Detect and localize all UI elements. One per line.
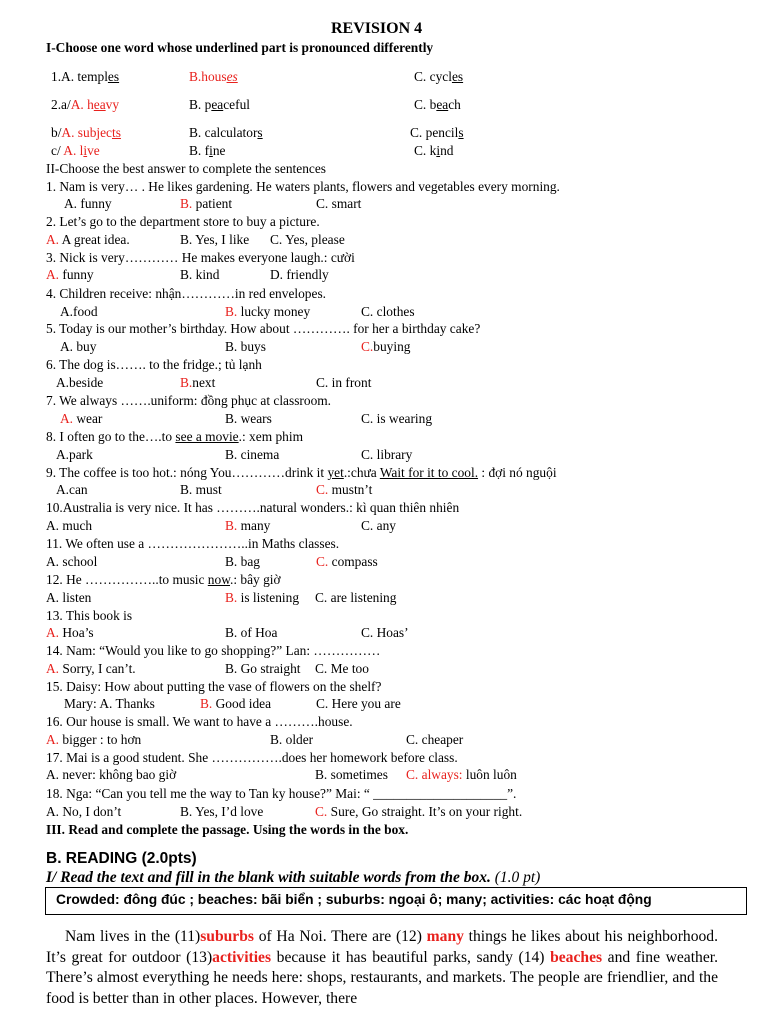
q13-answer-b: B. of Hoa xyxy=(225,625,278,640)
q1-option-c: C. cycles xyxy=(414,69,464,84)
question-3: 3. Nick is very………… He makes everyone laugh.: cười xyxy=(46,250,355,265)
q15-answer-a: Mary: A. Thanks xyxy=(64,696,155,711)
question-4: 4. Children receive: nhận…………in red envelopes. xyxy=(46,286,327,301)
q3-option-c: C. pencils xyxy=(410,125,464,140)
word-box-text: Crowded: đông đúc ; beaches: bãi biển ; suburbs: ngoại ô; many; activities: các hoạt động xyxy=(56,892,652,907)
question-8: 8. I often go to the….to see a movie.: xem phim xyxy=(46,429,303,444)
q2-option-b: B. peaceful xyxy=(189,97,250,112)
word-box xyxy=(45,887,747,915)
q1-option-a: 1.A. temples xyxy=(51,69,120,84)
q4-answer-b: B. lucky money xyxy=(225,304,311,319)
q14-answer-c: C. Me too xyxy=(315,661,369,676)
q4-option-b: B. fine xyxy=(189,143,226,158)
question-11: 11. We often use a …………………..in Maths classes. xyxy=(46,536,340,551)
q9-answer-c: C. mustn’t xyxy=(316,482,373,497)
q11-answer-c: C. compass xyxy=(316,554,378,569)
q13-answer-c: C. Hoas’ xyxy=(361,625,409,640)
q1-answer-a: A. funny xyxy=(64,196,112,211)
q10-answer-b: B. many xyxy=(225,518,271,533)
q4-option-a: c/ A. live xyxy=(51,143,100,158)
q4-option-c: C. kind xyxy=(414,143,454,158)
q3-answer-c: D. friendly xyxy=(270,267,329,282)
question-13: 13. This book is xyxy=(46,608,133,623)
q8-answer-a: A.park xyxy=(56,447,93,462)
q16-answer-b: B. older xyxy=(270,732,314,747)
q1-answer-b: B. patient xyxy=(180,196,233,211)
q3-option-a: b/A. subjects xyxy=(51,125,121,140)
q5-answer-a: A. buy xyxy=(60,339,97,354)
question-15: 15. Daisy: How about putting the vase of flowers on the shelf? xyxy=(46,679,382,694)
q8-answer-b: B. cinema xyxy=(225,447,280,462)
answer-12: many xyxy=(426,928,464,945)
reading-heading: B. READING (2.0pts) xyxy=(46,850,197,867)
q12-answer-c: C. are listening xyxy=(315,590,397,605)
reading-instruction: I/ Read the text and fill in the blank with suitable words from the box. (1.0 pt) xyxy=(46,869,541,886)
question-5: 5. Today is our mother’s birthday. How about …………. for her a birthday cake? xyxy=(46,321,481,336)
part3-heading: III. Read and complete the passage. Using the words in the box. xyxy=(46,822,409,837)
part1-heading: I-Choose one word whose underlined part is pronounced differently xyxy=(46,40,434,55)
q13-answer-a: A. Hoa’s xyxy=(46,625,94,640)
q5-answer-c: C.buying xyxy=(361,339,411,354)
answer-11: suburbs xyxy=(200,928,254,945)
q9-answer-b: B. must xyxy=(180,482,222,497)
reading-passage: Nam lives in the (11)suburbs of Ha Noi. There are (12) many things he likes about his neighborhood. It’s great for outdoor (13)activities because it has beautiful parks, sandy (14) beaches and fine weather. There’s almost everything he needs here: shops, restaurants, and markets. The people are friendlier, and the food is better than in other places. However, there xyxy=(46,928,718,1007)
q3-answer-a: A. funny xyxy=(46,267,94,282)
q18-answer-c: C. Sure, Go straight. It’s on your right. xyxy=(315,804,523,819)
q11-answer-b: B. bag xyxy=(225,554,260,569)
q16-answer-c: C. cheaper xyxy=(406,732,464,747)
q17-answer-c: C. always: luôn luôn xyxy=(406,767,517,782)
q2-answer-a: A. A great idea. xyxy=(46,232,130,247)
q7-answer-b: B. wears xyxy=(225,411,272,426)
q6-answer-b: B.next xyxy=(180,375,216,390)
q18-answer-a: A. No, I don’t xyxy=(46,804,122,819)
q15-answer-c: C. Here you are xyxy=(316,696,401,711)
question-10: 10.Australia is very nice. It has ……….natural wonders.: kì quan thiên nhiên xyxy=(46,500,460,515)
question-12: 12. He ……………..to music now.: bây giờ xyxy=(46,572,281,587)
q8-answer-c: C. library xyxy=(361,447,413,462)
q2-option-a: 2.a/A. heavy xyxy=(51,97,120,112)
page-title: REVISION 4 xyxy=(331,20,423,37)
q18-answer-b: B. Yes, I’d love xyxy=(180,804,264,819)
q3-answer-b: B. kind xyxy=(180,267,220,282)
q2-option-c: C. beach xyxy=(414,97,461,112)
q17-answer-a: A. never: không bao giờ xyxy=(46,767,177,782)
q16-answer-a: A. bigger : to hơn xyxy=(46,732,142,747)
answer-14: beaches xyxy=(550,948,603,966)
q15-answer-b: B. Good idea xyxy=(200,696,272,711)
q1-option-b: B.houses xyxy=(189,69,238,84)
question-9: 9. The coffee is too hot.: nóng You…………drink it yet.:chưa Wait for it to cool. : đợi nó nguội xyxy=(46,465,557,480)
answer-13: activities xyxy=(212,948,272,966)
question-17: 17. Mai is a good student. She …………….does her homework before class. xyxy=(46,750,458,765)
q14-answer-a: A. Sorry, I can’t. xyxy=(46,661,136,676)
q5-answer-b: B. buys xyxy=(225,339,266,354)
q2-answer-b: B. Yes, I like xyxy=(180,232,250,247)
q14-answer-b: B. Go straight xyxy=(225,661,301,676)
q17-answer-b: B. sometimes xyxy=(315,767,388,782)
q11-answer-a: A. school xyxy=(46,554,98,569)
q12-answer-a: A. listen xyxy=(46,590,92,605)
q7-answer-c: C. is wearing xyxy=(361,411,433,426)
question-1: 1. Nam is very… . He likes gardening. He waters plants, flowers and vegetables every morning. xyxy=(46,179,560,194)
question-18: 18. Nga: “Can you tell me the way to Tan ky house?” Mai: “ ____________________”. xyxy=(46,786,517,801)
q4-answer-c: C. clothes xyxy=(361,304,415,319)
question-2: 2. Let’s go to the department store to buy a picture. xyxy=(46,214,320,229)
q1-answer-c: C. smart xyxy=(316,196,362,211)
q10-answer-a: A. much xyxy=(46,518,93,533)
q7-answer-a: A. wear xyxy=(60,411,103,426)
question-14: 14. Nam: “Would you like to go shopping?” Lan: …………… xyxy=(46,643,381,658)
q12-answer-b: B. is listening xyxy=(225,590,300,605)
q6-answer-a: A.beside xyxy=(56,375,104,390)
question-16: 16. Our house is small. We want to have a ……….house. xyxy=(46,714,353,729)
q6-answer-c: C. in front xyxy=(316,375,372,390)
q2-answer-c: C. Yes, please xyxy=(270,232,345,247)
question-6: 6. The dog is……. to the fridge.; tủ lạnh xyxy=(46,357,262,372)
part2-heading: II-Choose the best answer to complete the sentences xyxy=(46,161,326,176)
q3-option-b: B. calculators xyxy=(189,125,263,140)
q4-answer-a: A.food xyxy=(60,304,98,319)
q10-answer-c: C. any xyxy=(361,518,396,533)
question-7: 7. We always …….uniform: đồng phục at classroom. xyxy=(46,393,332,408)
q9-answer-a: A.can xyxy=(56,482,88,497)
